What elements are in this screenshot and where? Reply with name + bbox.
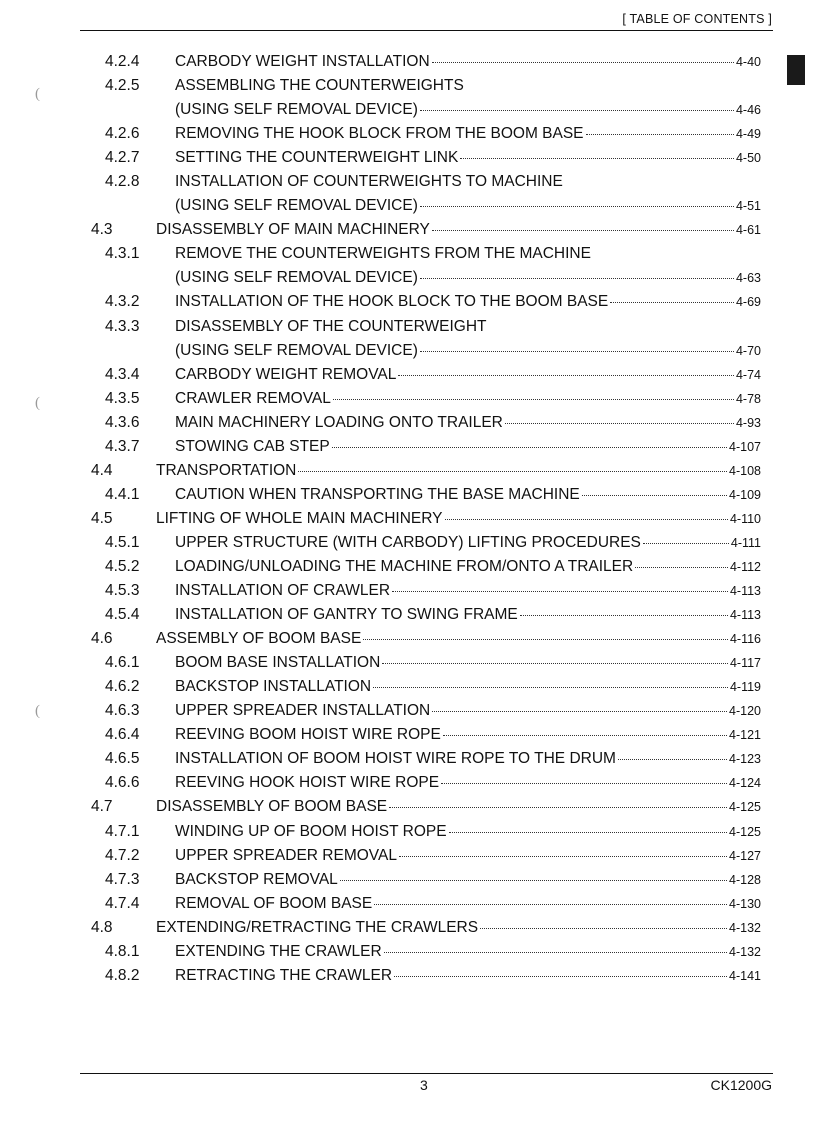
toc-title: CARBODY WEIGHT REMOVAL — [175, 365, 397, 383]
toc-section-number: 4.3.4 — [105, 365, 140, 383]
toc-section-number: 4.2.5 — [105, 77, 140, 95]
toc-section-number: 4.3 — [91, 221, 113, 239]
toc-entry-line — [175, 411, 761, 435]
toc-section-number: 4.3.2 — [105, 293, 140, 311]
toc-entry — [0, 507, 818, 531]
toc-entry-line — [175, 74, 761, 98]
toc-page-number: 4-109 — [729, 487, 761, 502]
dot-leader — [586, 133, 734, 135]
toc-section-number: 4.3.6 — [105, 413, 140, 431]
toc-section-number: 4.6.4 — [105, 726, 140, 744]
toc-page-number: 4-110 — [729, 511, 761, 526]
toc-page-number: 4-70 — [735, 343, 761, 358]
dot-leader — [374, 903, 727, 905]
dot-leader — [432, 710, 727, 712]
toc-title: BACKSTOP INSTALLATION — [175, 678, 372, 696]
toc-entry — [0, 651, 818, 675]
toc-entry — [0, 170, 818, 194]
dot-leader — [460, 157, 734, 159]
toc-entry-line — [175, 194, 761, 218]
toc-entry-line — [175, 531, 761, 555]
toc-page-number: 4-120 — [729, 704, 761, 719]
dot-leader — [643, 542, 729, 544]
toc-page-number: 4-113 — [729, 584, 761, 599]
toc-entry — [0, 387, 818, 411]
toc-entry-line — [175, 820, 761, 844]
toc-entry-line — [175, 387, 761, 411]
toc-title: RETRACTING THE CRAWLER — [175, 966, 393, 984]
toc-title: WINDING UP OF BOOM HOIST ROPE — [175, 822, 447, 840]
toc-entry — [0, 290, 818, 314]
toc-title: REMOVE THE COUNTERWEIGHTS FROM THE MACHINE — [175, 245, 591, 263]
toc-section-number: 4.5 — [91, 509, 113, 527]
toc-entry — [0, 411, 818, 435]
toc-entry — [0, 363, 818, 387]
toc-title: REMOVAL OF BOOM BASE — [175, 894, 373, 912]
toc-page-number: 4-50 — [735, 151, 761, 166]
toc-entry — [0, 579, 818, 603]
toc-page-number: 4-132 — [729, 944, 761, 959]
toc-entry — [0, 122, 818, 146]
toc-page-number: 4-125 — [729, 824, 761, 839]
dot-leader — [394, 975, 727, 977]
toc-section-number: 4.7.3 — [105, 870, 140, 888]
dot-leader — [398, 374, 734, 376]
binding-hole-mark: ( — [35, 395, 40, 411]
toc-section-number: 4.7 — [91, 798, 113, 816]
dot-leader — [420, 350, 734, 352]
toc-entry-line — [156, 507, 761, 531]
toc-title: (USING SELF REMOVAL DEVICE) — [175, 269, 418, 287]
toc-page-number: 4-46 — [735, 103, 761, 118]
toc-page-number: 4-123 — [729, 752, 761, 767]
toc-entry-line — [175, 315, 761, 339]
toc-entry — [0, 194, 818, 218]
toc-entry — [0, 795, 818, 819]
model-name: CK1200G — [710, 1077, 772, 1093]
toc-section-number: 4.8 — [91, 918, 113, 936]
toc-section-number: 4.3.3 — [105, 317, 140, 335]
toc-page-number: 4-51 — [735, 199, 761, 214]
toc-entry-line — [175, 122, 761, 146]
toc-entry — [0, 218, 818, 242]
toc-entry-line — [175, 868, 761, 892]
toc-page-number: 4-128 — [729, 872, 761, 887]
toc-page-number: 4-132 — [729, 920, 761, 935]
toc-page-number: 4-112 — [729, 559, 761, 574]
toc-entry — [0, 266, 818, 290]
toc-section-number: 4.6.3 — [105, 702, 140, 720]
toc-entry — [0, 603, 818, 627]
toc-title: UPPER SPREADER INSTALLATION — [175, 702, 431, 720]
toc-entry-line — [156, 916, 761, 940]
toc-entry — [0, 771, 818, 795]
toc-title: INSTALLATION OF GANTRY TO SWING FRAME — [175, 606, 518, 624]
toc-section-number: 4.7.1 — [105, 822, 140, 840]
toc-title: SETTING THE COUNTERWEIGHT LINK — [175, 149, 459, 167]
dot-leader — [389, 806, 727, 808]
dot-leader — [399, 855, 727, 857]
toc-entry — [0, 555, 818, 579]
toc-title: CAUTION WHEN TRANSPORTING THE BASE MACHINE — [175, 485, 580, 503]
toc-entry-line — [175, 675, 761, 699]
toc-page-number: 4-49 — [735, 127, 761, 142]
toc-page-number: 4-69 — [735, 295, 761, 310]
toc-title: STOWING CAB STEP — [175, 437, 330, 455]
toc-page-number: 4-125 — [729, 800, 761, 815]
toc-section-number: 4.2.8 — [105, 173, 140, 191]
toc-entry-line — [175, 892, 761, 916]
dot-leader — [441, 782, 727, 784]
toc-page-number: 4-40 — [735, 55, 761, 69]
dot-leader — [384, 951, 727, 953]
dot-leader — [635, 566, 728, 568]
toc-entry-line — [175, 964, 761, 988]
toc-section-number: 4.5.3 — [105, 582, 140, 600]
header-divider — [80, 30, 773, 31]
toc-title: INSTALLATION OF CRAWLER — [175, 582, 391, 600]
toc-page-number: 4-113 — [729, 608, 761, 623]
toc-entry-line — [156, 218, 761, 242]
toc-title: REMOVING THE HOOK BLOCK FROM THE BOOM BASE — [175, 125, 584, 143]
toc-title: MAIN MACHINERY LOADING ONTO TRAILER — [175, 413, 503, 431]
dot-leader — [582, 494, 727, 496]
toc-entry — [0, 483, 818, 507]
toc-entry — [0, 459, 818, 483]
toc-entry — [0, 242, 818, 266]
toc-entry-line — [175, 579, 761, 603]
toc-entry-line — [175, 844, 761, 868]
toc-title: INSTALLATION OF BOOM HOIST WIRE ROPE TO THE DRUM — [175, 750, 616, 768]
toc-section-number: 4.3.5 — [105, 389, 140, 407]
toc-entry-line — [175, 483, 761, 507]
toc-entry — [0, 435, 818, 459]
toc-entry-line — [175, 771, 761, 795]
toc-page-number: 4-119 — [729, 680, 761, 695]
dot-leader — [392, 590, 728, 592]
toc-entry — [0, 723, 818, 747]
toc-entry — [0, 315, 818, 339]
toc-entry-line — [175, 98, 761, 122]
toc-page-number: 4-127 — [729, 848, 761, 863]
toc-entry — [0, 699, 818, 723]
toc-page-number: 4-93 — [735, 415, 761, 430]
toc-section-number: 4.6.1 — [105, 654, 140, 672]
toc-title: CARBODY WEIGHT INSTALLATION — [175, 53, 430, 70]
dot-leader — [449, 831, 727, 833]
toc-title: UPPER SPREADER REMOVAL — [175, 846, 397, 864]
toc-entry-line — [175, 940, 761, 964]
toc-entry-line — [156, 795, 761, 819]
toc-title: INSTALLATION OF THE HOOK BLOCK TO THE BOOM BASE — [175, 293, 609, 311]
toc-page-number: 4-124 — [729, 776, 761, 791]
toc-section-number: 4.2.4 — [105, 53, 140, 70]
dot-leader — [420, 277, 734, 279]
toc-title: LOADING/UNLOADING THE MACHINE FROM/ONTO A TRAILER — [175, 557, 634, 575]
toc-entry — [0, 820, 818, 844]
toc-section-number: 4.5.1 — [105, 533, 140, 551]
toc-title: (USING SELF REMOVAL DEVICE) — [175, 101, 418, 119]
dot-leader — [298, 470, 727, 472]
toc-section-number: 4.5.2 — [105, 557, 140, 575]
toc-section-number: 4.8.2 — [105, 966, 140, 984]
toc-section-number: 4.4 — [91, 461, 113, 479]
toc-title: CRAWLER REMOVAL — [175, 389, 331, 407]
toc-entry — [0, 74, 818, 98]
binding-hole-mark: ( — [35, 703, 40, 719]
toc-entry — [0, 627, 818, 651]
toc-entry-line — [175, 290, 761, 314]
toc-entry — [0, 98, 818, 122]
toc-title: REEVING BOOM HOIST WIRE ROPE — [175, 726, 441, 744]
toc-page-number: 4-116 — [729, 632, 761, 647]
toc-title: (USING SELF REMOVAL DEVICE) — [175, 341, 418, 359]
toc-entry-line — [175, 747, 761, 771]
toc-entry — [0, 868, 818, 892]
toc-entry-line — [175, 146, 761, 170]
toc-section-number: 4.5.4 — [105, 606, 140, 624]
binding-hole-mark: ( — [35, 86, 40, 102]
toc-entry-line — [175, 723, 761, 747]
toc-section-number: 4.6 — [91, 630, 113, 648]
toc-entry — [0, 892, 818, 916]
toc-entry-line — [175, 242, 761, 266]
toc-entry-line — [175, 170, 761, 194]
toc-page-number: 4-108 — [729, 463, 761, 478]
dot-leader — [480, 927, 727, 929]
toc-entry-line — [175, 363, 761, 387]
dot-leader — [432, 61, 734, 63]
toc-section-number: 4.8.1 — [105, 942, 140, 960]
toc-title: TRANSPORTATION — [156, 461, 297, 479]
footer-divider — [80, 1073, 773, 1074]
dot-leader — [618, 758, 727, 760]
toc-section-number: 4.7.4 — [105, 894, 140, 912]
toc-entry-line — [175, 435, 761, 459]
dot-leader — [420, 205, 734, 207]
toc-page-number: 4-78 — [735, 391, 761, 406]
toc-entry-line — [156, 627, 761, 651]
dot-leader — [445, 518, 728, 520]
toc-entry — [0, 964, 818, 988]
toc-title: EXTENDING/RETRACTING THE CRAWLERS — [156, 918, 479, 936]
toc-section-number: 4.3.7 — [105, 437, 140, 455]
toc-page-number: 4-121 — [729, 728, 761, 743]
toc-section-number: 4.7.2 — [105, 846, 140, 864]
toc-page-number: 4-111 — [730, 535, 761, 550]
toc-entry — [0, 339, 818, 363]
toc-title: REEVING HOOK HOIST WIRE ROPE — [175, 774, 440, 792]
toc-title: INSTALLATION OF COUNTERWEIGHTS TO MACHINE — [175, 173, 563, 191]
dot-leader — [443, 734, 727, 736]
toc-entry — [0, 940, 818, 964]
toc-entry-line — [175, 603, 761, 627]
toc-entry — [0, 844, 818, 868]
toc-title: DISASSEMBLY OF THE COUNTERWEIGHT — [175, 317, 487, 335]
dot-leader — [333, 398, 734, 400]
dot-leader — [505, 422, 734, 424]
toc-section-number: 4.6.2 — [105, 678, 140, 696]
toc-page-number: 4-130 — [729, 896, 761, 911]
dot-leader — [332, 446, 727, 448]
toc-page-number: 4-63 — [735, 271, 761, 286]
toc-entry — [0, 747, 818, 771]
toc-title: EXTENDING THE CRAWLER — [175, 942, 382, 960]
toc-title: LIFTING OF WHOLE MAIN MACHINERY — [156, 509, 443, 527]
section-header-label: [ TABLE OF CONTENTS ] — [622, 12, 772, 26]
toc-title: BACKSTOP REMOVAL — [175, 870, 338, 888]
toc-entry-line — [175, 555, 761, 579]
dot-leader — [373, 686, 728, 688]
toc-page-number: 4-141 — [729, 968, 761, 983]
toc-entry — [0, 146, 818, 170]
toc-entry-line — [175, 699, 761, 723]
dot-leader — [420, 109, 734, 111]
toc-entry — [0, 916, 818, 940]
dot-leader — [432, 229, 734, 231]
table-of-contents — [0, 50, 818, 988]
toc-section-number: 4.3.1 — [105, 245, 140, 263]
dot-leader — [610, 301, 734, 303]
toc-page-number: 4-117 — [729, 656, 761, 671]
toc-section-number: 4.6.5 — [105, 750, 140, 768]
toc-entry — [0, 675, 818, 699]
toc-title: DISASSEMBLY OF MAIN MACHINERY — [156, 221, 430, 239]
toc-section-number: 4.2.6 — [105, 125, 140, 143]
dot-leader — [520, 614, 728, 616]
page-number: 3 — [420, 1077, 428, 1093]
toc-entry-line — [156, 459, 761, 483]
toc-title: BOOM BASE INSTALLATION — [175, 654, 381, 672]
toc-entry-line — [175, 266, 761, 290]
toc-section-number: 4.4.1 — [105, 485, 140, 503]
toc-page-number: 4-74 — [735, 367, 761, 382]
toc-entry-line — [175, 651, 761, 675]
toc-page-number: 4-61 — [735, 223, 761, 238]
toc-title: (USING SELF REMOVAL DEVICE) — [175, 197, 418, 215]
toc-title: UPPER STRUCTURE (WITH CARBODY) LIFTING PROCEDURES — [175, 533, 641, 551]
dot-leader — [340, 879, 727, 881]
dot-leader — [363, 638, 728, 640]
toc-entry — [0, 531, 818, 555]
toc-title: ASSEMBLY OF BOOM BASE — [156, 630, 362, 648]
toc-title: DISASSEMBLY OF BOOM BASE — [156, 798, 388, 816]
toc-entry — [0, 50, 818, 74]
toc-entry-line — [175, 339, 761, 363]
toc-section-number: 4.6.6 — [105, 774, 140, 792]
toc-page-number: 4-107 — [729, 439, 761, 454]
dot-leader — [382, 662, 728, 664]
toc-title: ASSEMBLING THE COUNTERWEIGHTS — [175, 77, 464, 95]
toc-entry-line — [175, 50, 761, 74]
toc-section-number: 4.2.7 — [105, 149, 140, 167]
